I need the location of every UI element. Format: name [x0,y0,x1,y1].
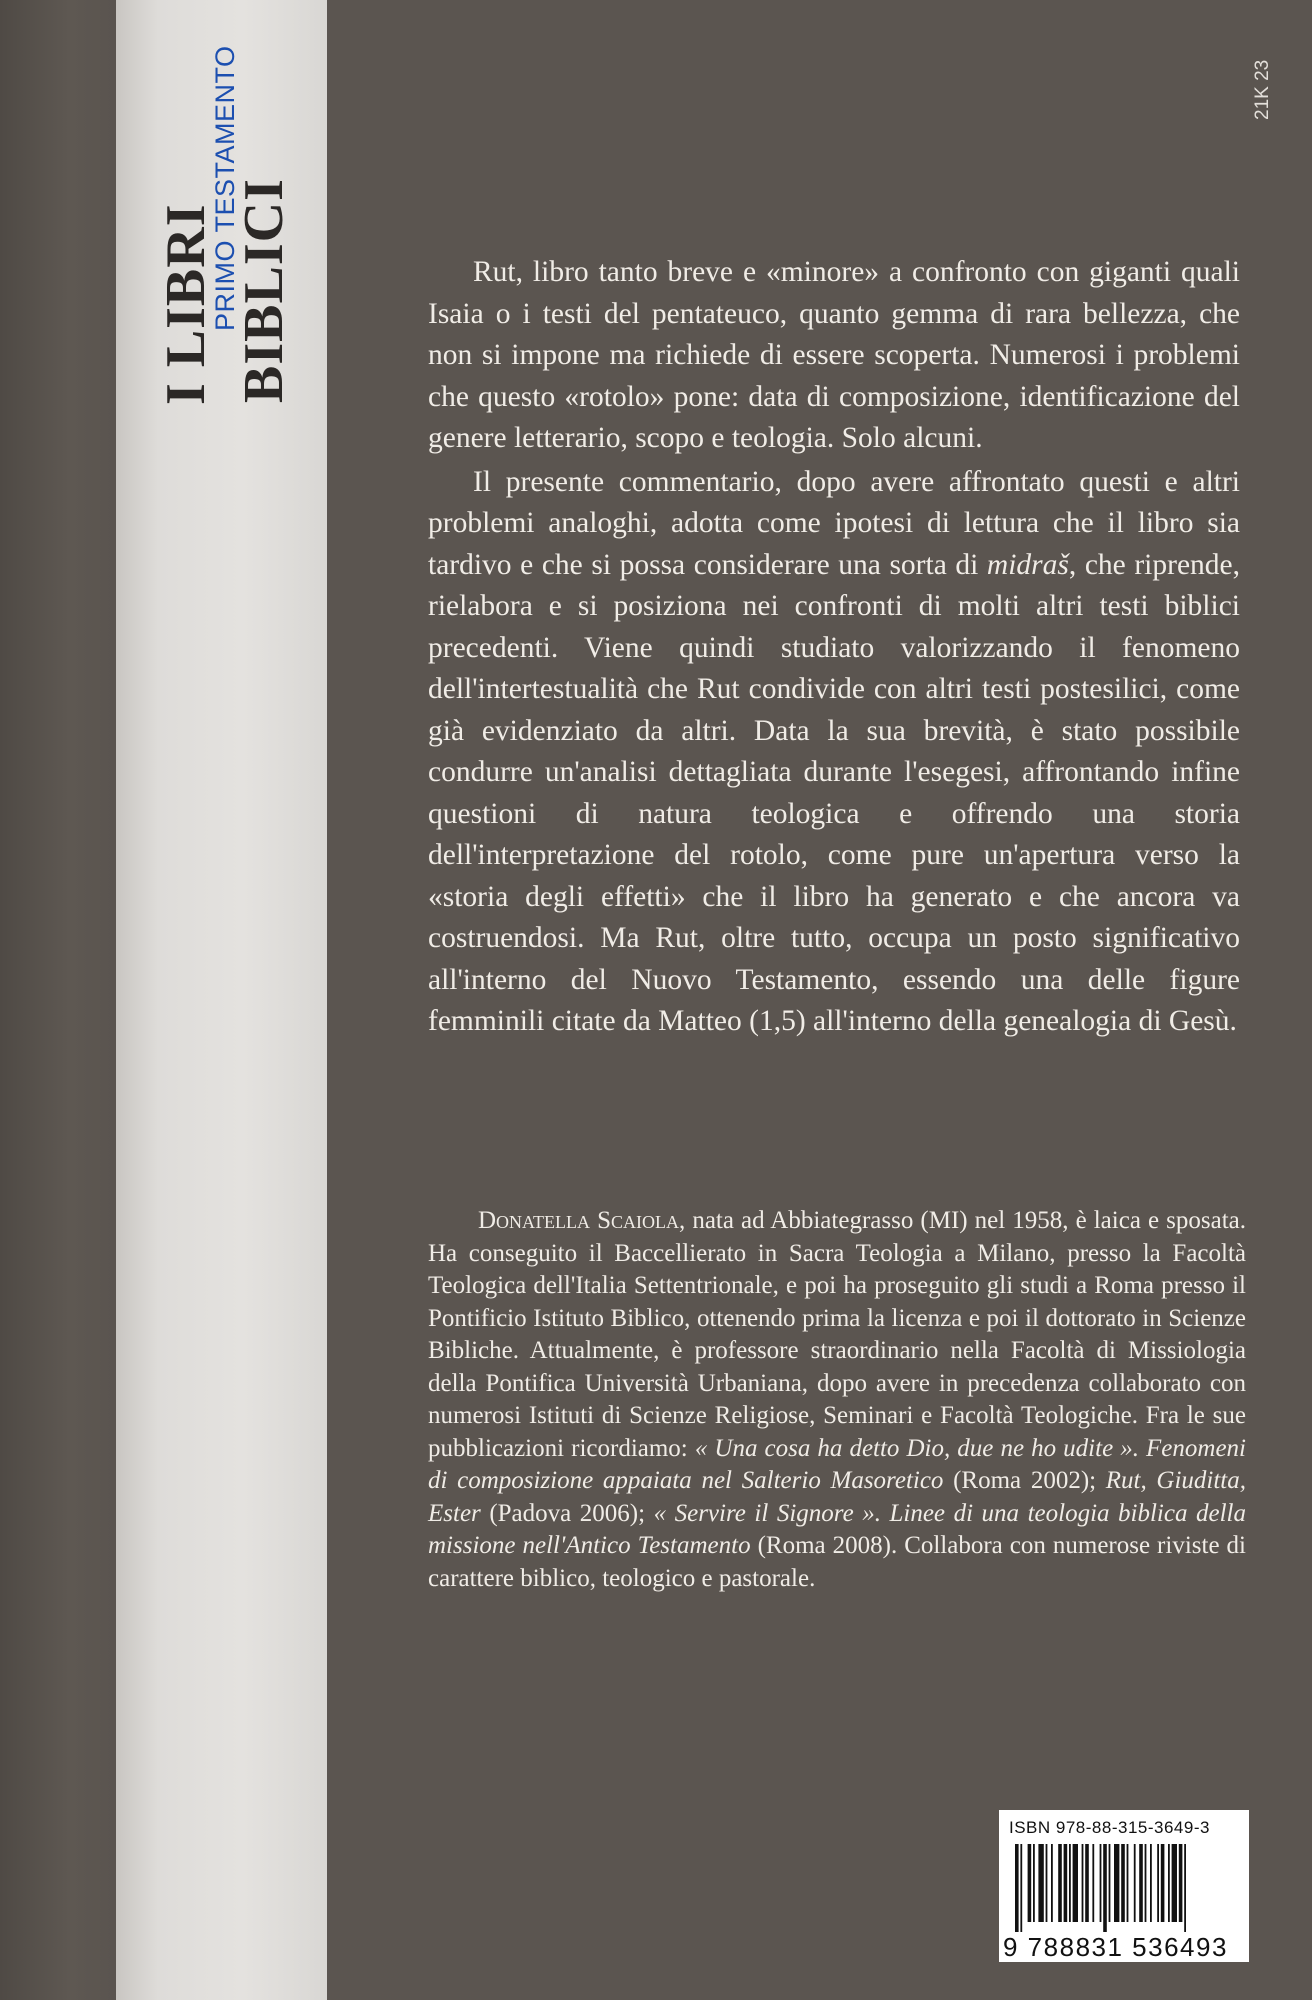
barcode-bar [1184,1844,1186,1932]
series-title-line1: I LIBRI [155,203,217,405]
bio-pub-2: Rut, Giuditta, Ester [428,1467,1246,1527]
barcode-bar [1058,1844,1062,1922]
series-subtitle: PRIMO TESTAMENTO [210,45,240,331]
author-name: Donatella Scaiola [478,1207,679,1234]
bio-text-2: (Roma 2002); [943,1467,1106,1494]
catalog-code: 21K 23 [1252,59,1273,120]
blurb-paragraph-1: Rut, libro tanto breve e «minore» a confronto con giganti quali Isaia o i testi del pentateuco, quanto gemma di rara bellezza, che non si impone ma richiede di essere scoperta. Numerosi i problemi che questo «rotolo» pone: data di composizione, identificazione del genere letterario, scopo e teologia. Solo alcuni. [428,256,1240,454]
author-bio [428,1205,1246,1595]
cover-left-margin [0,0,116,2000]
barcode-bar [1085,1844,1089,1922]
barcode-bar [1121,1844,1125,1922]
barcode-bar [1020,1844,1022,1932]
blurb-paragraph-2 [428,462,1240,1043]
book-blurb [428,252,1240,1043]
ean-number: 9 788831 536493 [1003,1932,1228,1962]
barcode-bar [1015,1844,1019,1932]
blurb-p2-rest: , che riprende, rielabora e si posiziona nei confronti di molti altri testi biblici precedenti. Viene quindi studiato valorizzando il fenomeno dell'intertestualità che Rut condivide con altri testi postesilici, come già evidenziato da altri. Data la sua brevità, è stato possibile condurre un'analisi dettagliata durante l'esegesi, affrontando infine questioni di natura teologica e offrendo una storia dell'interpretazione del rotolo, come pure un'apertura verso la «storia degli effetti» che il libro ha generato e che ancora va costruendosi. Ma Rut, oltre tutto, occupa un posto significativo all'interno del Nuovo Testamento, essendo una delle figure femminili citate da Matteo (1,5) all'interno della genealogia di Gesù. [428,548,1241,1037]
isbn-number: ISBN 978-88-315-3649-3 [1009,1818,1210,1837]
barcode-bar [1168,1844,1170,1922]
barcode-bar [1134,1844,1136,1922]
blurb-p2-start: Il presente commentario, dopo avere affrontato questi e altri problemi analoghi, adotta come ipotesi di lettura che il libro sia tardivo e che si possa considerare una sorta di [428,465,1240,581]
series-logo [155,45,295,405]
barcode-label [999,1810,1249,1962]
barcode-bar [1103,1844,1107,1932]
barcode-bar [1064,1844,1068,1922]
barcode-bar [1046,1844,1048,1922]
barcode-bar [1028,1844,1032,1922]
barcode-bar [1100,1844,1102,1922]
barcode-bar [1157,1844,1159,1922]
barcode-bar [1172,1844,1177,1922]
barcode-bar [1161,1844,1165,1922]
barcode-bar [1092,1844,1094,1922]
bio-paragraph [428,1205,1246,1595]
barcode-bar [1073,1844,1078,1922]
barcode-bar [1033,1844,1035,1922]
barcode-bar [1051,1844,1053,1922]
barcode-bar [1038,1844,1043,1922]
bio-text-1: , nata ad Abbiategrasso (MI) nel 1958, è laica e sposata. Ha conseguito il Baccellierato in Sacra Teologia a Milano, presso la Facoltà Teologica dell'Italia Settentrionale, e poi ha proseguito gli studi a Roma presso il Pontificio Istituto Biblico, ottenendo prima la licenza e poi il dottorato in Scienze Bibliche. Attualmente, è professore straordinario nella Facoltà di Missiologia della Pontifica Università Urbaniana, dopo avere in precedenza collaborato con numerosi Istituti di Scienze Religiose, Seminari e Facoltà Teologiche. Fra le sue pubblicazioni ricordiamo: [428,1207,1246,1462]
barcode-bar [1145,1844,1147,1922]
bio-text-3: (Padova 2006); [480,1499,654,1527]
barcode-bar [1179,1844,1183,1922]
barcode-bar [1139,1844,1143,1922]
barcode-bar [1150,1844,1152,1922]
barcode-bar [1109,1844,1111,1922]
barcode-bar [1082,1844,1084,1922]
bio-pub-3: « Servire il Signore ». Linee di una teologia biblica della missione nell'Antico Testamento [428,1499,1246,1559]
barcode-icon [1007,1844,1241,1932]
bio-text-4: (Roma 2008). Collabora con numerose riviste di carattere biblico, teologico e pastorale. [428,1532,1246,1592]
blurb-p2-italic: midraš [986,548,1069,581]
bio-pub-1: « Una cosa ha detto Dio, due ne ho udite ». Fenomeni di composizione appaiata nel Salterio Masoretico [428,1434,1246,1494]
series-title-line2: BIBLICI [233,178,295,403]
barcode-bar [1114,1844,1119,1922]
barcode-bar [1127,1844,1129,1922]
barcode-bar [1069,1844,1071,1922]
